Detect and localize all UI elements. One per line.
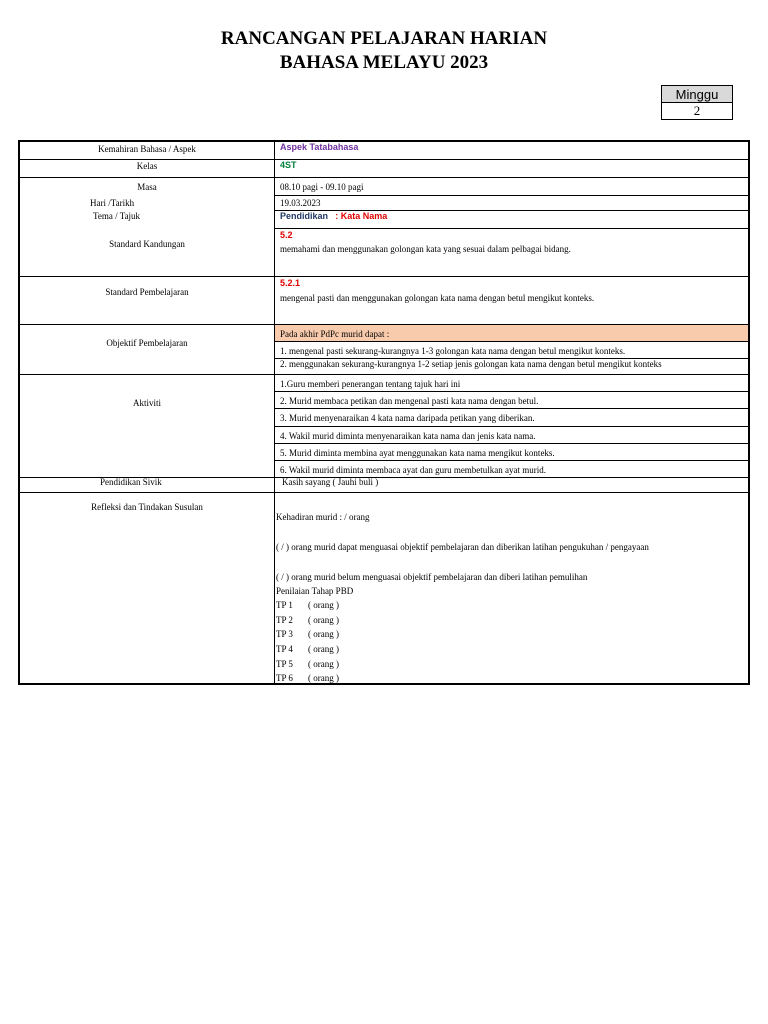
week-box <box>661 85 733 120</box>
hari-value: 19.03.2023 <box>280 198 321 208</box>
week-value: 2 <box>662 103 733 120</box>
aktiviti-item: 5. Murid diminta membina ayat menggunakan kata nama mengikut konteks. <box>280 448 555 458</box>
tp-value: ( orang ) <box>308 615 339 625</box>
objektif-item: 1. mengenal pasti sekurang-kurangnya 1-3 golongan kata nama dengan betul mengikut konteks. <box>280 346 626 356</box>
pbd-title: Penilaian Tahap PBD <box>276 586 354 596</box>
tp-value: ( orang ) <box>308 644 339 654</box>
tp-label: TP 1 <box>276 600 293 610</box>
tema-value-a: Pendidikan <box>280 211 329 221</box>
tema-value-b: : Kata Nama <box>335 211 388 221</box>
aktiviti-item: 6. Wakil murid diminta membaca ayat dan guru membetulkan ayat murid. <box>280 465 547 475</box>
tp-value: ( orang ) <box>308 629 339 639</box>
refleksi-label: Refleksi dan Tindakan Susulan <box>91 502 203 512</box>
aktiviti-item: 4. Wakil murid diminta menyenaraikan kata nama dan jenis kata nama. <box>280 431 536 441</box>
objektif-label: Objektif Pembelajaran <box>106 338 188 348</box>
sivik-label: Pendidikan Sivik <box>100 477 162 487</box>
tp-label: TP 5 <box>276 659 293 669</box>
standard-pembelajaran-text: mengenal pasti dan menggunakan golongan kata nama dengan betul mengikut konteks. <box>280 293 595 303</box>
aktiviti-item: 2. Murid membaca petikan dan mengenal pasti kata nama dengan betul. <box>280 396 539 406</box>
tp-value: ( orang ) <box>308 659 339 669</box>
masa-label: Masa <box>137 182 157 192</box>
objektif-item: 2. menggunakan sekurang-kurangnya 1-2 setiap jenis golongan kata nama dengan betul mengikut konteks <box>280 359 662 369</box>
aktiviti-item: 3. Murid menyenaraikan 4 kata nama daripada petikan yang diberikan. <box>280 413 535 423</box>
tema-value <box>280 211 387 222</box>
sivik-value: Kasih sayang ( Jauhi buli ) <box>282 477 379 487</box>
standard-kandungan-label: Standard Kandungan <box>109 239 185 249</box>
tp-label: TP 3 <box>276 629 293 639</box>
column-divider <box>274 142 275 685</box>
kemahiran-label: Kemahiran Bahasa / Aspek <box>98 144 196 154</box>
week-label: Minggu <box>662 86 733 103</box>
masa-value: 08.10 pagi - 09.10 pagi <box>280 182 364 192</box>
tp-label: TP 4 <box>276 644 293 654</box>
page-subtitle: BAHASA MELAYU 2023 <box>279 52 489 73</box>
refleksi-line-2: ( / ) orang murid belum menguasai objektif pembelajaran dan diberi latihan pemulihan <box>276 572 588 582</box>
tema-label: Tema / Tajuk <box>93 211 141 221</box>
objektif-intro: Pada akhir PdPc murid dapat : <box>280 329 390 339</box>
tp-label: TP 2 <box>276 615 293 625</box>
page-title: RANCANGAN PELAJARAN HARIAN <box>220 28 548 49</box>
standard-pembelajaran-code: 5.2.1 <box>280 278 301 288</box>
kelas-value: 4ST <box>280 160 297 170</box>
lesson-plan-table <box>18 140 750 685</box>
tp-value: ( orang ) <box>308 673 339 683</box>
standard-kandungan-code: 5.2 <box>280 230 293 240</box>
kelas-label: Kelas <box>136 161 158 171</box>
standard-pembelajaran-label: Standard Pembelajaran <box>105 287 189 297</box>
aktiviti-item: 1.Guru memberi penerangan tentang tajuk hari ini <box>280 379 461 389</box>
tp-value: ( orang ) <box>308 600 339 610</box>
aktiviti-label: Aktiviti <box>132 398 161 408</box>
refleksi-line-1: ( / ) orang murid dapat menguasai objektif pembelajaran dan diberikan latihan pengukuhan / pengayaan <box>276 542 649 552</box>
kehadiran-text: Kehadiran murid : / orang <box>276 512 370 522</box>
kemahiran-value: Aspek Tatabahasa <box>280 142 359 152</box>
tp-label: TP 6 <box>276 673 293 683</box>
standard-kandungan-text: memahami dan menggunakan golongan kata yang sesuai dalam pelbagai bidang. <box>280 244 571 254</box>
hari-label: Hari /Tarikh <box>90 198 135 208</box>
